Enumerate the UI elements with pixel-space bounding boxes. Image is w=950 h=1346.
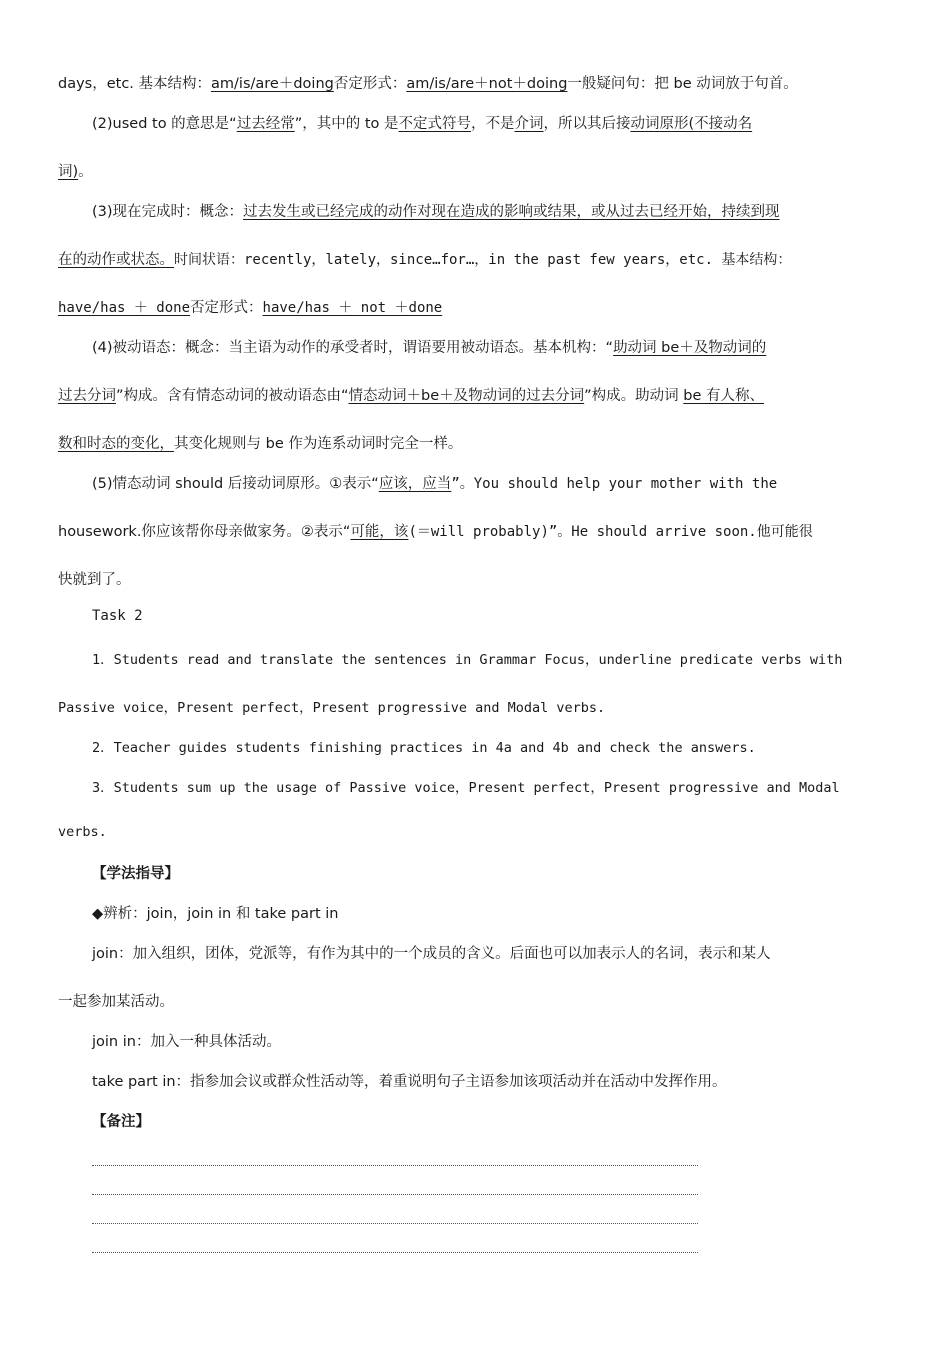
- p5-line-3: [58, 568, 131, 589]
- text: (5)情态动词 should 后接动词原形。①表示“: [92, 476, 379, 492]
- text: 否定形式：: [190, 300, 263, 316]
- task2-item-1: 1．Students read and translate the sentences in Grammar Focus，underline predicate verbs with: [92, 652, 843, 668]
- p3-line-1: [92, 200, 780, 221]
- answer-underlined: 动词原形(不接动名: [630, 116, 753, 132]
- answer-underlined: 可能，该: [350, 524, 409, 540]
- p5-line-2: [58, 520, 813, 541]
- answer-underlined: 数和时态的变化，: [58, 436, 174, 452]
- p2-line-2: [58, 160, 93, 181]
- text: 时间状语：recently，lately，since…for…，in the past few years，etc. 基本结构：: [174, 252, 792, 268]
- task2-item-1-cont: Passive voice，Present perfect，Present progressive and Modal verbs.: [58, 700, 606, 716]
- answer-underlined: be 有人称、: [683, 388, 765, 404]
- text: 否定形式：: [333, 76, 407, 92]
- text: ，所以其后接: [543, 116, 631, 132]
- guide-take-part-in: take part in：指参加会议或群众性活动等，着重说明句子主语参加该项活动并在活动中发挥作用。: [92, 1074, 727, 1090]
- guide-join: join：加入组织，团体，党派等，有作为其中的一个成员的含义。后面也可以加表示人的名词，表示和某人: [92, 946, 771, 962]
- text: ”。You should help your mother with the: [451, 476, 778, 492]
- answer-underlined: 过去发生或已经完成的动作对现在造成的影响或结果，或从过去已经开始，持续到现: [243, 204, 780, 220]
- answer-underlined: 过去经常: [236, 116, 295, 132]
- task2-item-2: 2．Teacher guides students finishing practices in 4a and 4b and check the answers.: [92, 740, 756, 756]
- p1-line: [58, 72, 798, 93]
- answer-underlined: 助动词 be＋及物动词的: [613, 340, 767, 356]
- notes-writing-line[interactable]: [92, 1223, 698, 1224]
- notes-writing-line[interactable]: [92, 1194, 698, 1195]
- task2-title: Task 2: [92, 608, 143, 624]
- answer-underlined: 介词: [514, 116, 544, 132]
- answer-underlined: am/is/are＋doing: [211, 76, 334, 92]
- answer-underlined: 过去分词: [58, 388, 116, 404]
- notes-writing-line[interactable]: [92, 1252, 698, 1253]
- text: (4)被动语态：概念：当主语为动作的承受者时，谓语要用被动语态。基本机构：“: [92, 340, 614, 356]
- answer-underlined: 在的动作或状态。: [58, 252, 174, 268]
- text: ”构成。助动词: [584, 388, 684, 404]
- text: 一般疑问句：把 be 动词放于句首。: [567, 76, 798, 92]
- answer-underlined: 词): [58, 164, 79, 180]
- answer-underlined: have/has ＋ done: [58, 300, 191, 316]
- task2-item-3-cont: verbs.: [58, 824, 107, 840]
- text: housework.你应该帮你母亲做家务。②表示“: [58, 524, 351, 540]
- notes-writing-line[interactable]: [92, 1165, 698, 1166]
- text: ”构成。含有情态动词的被动语态由“: [116, 388, 349, 404]
- p5-line-1: [92, 472, 777, 493]
- p3-line-3: [58, 296, 442, 317]
- p4-line-1: [92, 336, 766, 357]
- answer-underlined: am/is/are＋not＋doing: [406, 76, 568, 92]
- answer-underlined: have/has ＋ not ＋done: [262, 300, 443, 316]
- p4-line-3: [58, 432, 462, 453]
- text: ”，其中的 to 是: [294, 116, 399, 132]
- task2-item-3: 3．Students sum up the usage of Passive voice，Present perfect，Present progressive and Modal: [92, 780, 840, 796]
- answer-underlined: 不定式符号: [398, 116, 471, 132]
- text: ，不是: [471, 116, 515, 132]
- text: (3)现在完成时：概念：: [92, 204, 244, 220]
- p4-line-2: [58, 384, 764, 405]
- answer-underlined: 情态动词＋be＋及物动词的过去分词: [348, 388, 585, 404]
- notes-heading: 【备注】: [92, 1114, 150, 1130]
- text: (2)used to 的意思是“: [92, 116, 237, 132]
- guide-bullet: ◆辨析：join，join in 和 take part in: [92, 906, 339, 922]
- guide-join-in: join in：加入一种具体活动。: [92, 1034, 281, 1050]
- text: 。: [78, 164, 93, 180]
- guide-join-cont: 一起参加某活动。: [58, 994, 174, 1010]
- p3-line-2: [58, 248, 791, 269]
- answer-underlined: 应该，应当: [378, 476, 452, 492]
- text: 其变化规则与 be 作为连系动词时完全一样。: [174, 436, 463, 452]
- guide-heading: 【学法指导】: [92, 866, 179, 882]
- p2-line-1: [92, 112, 752, 133]
- text: days，etc. 基本结构：: [58, 76, 212, 92]
- text: 快就到了。: [58, 572, 131, 588]
- text: (＝will probably)”。He should arrive soon.他可能很: [408, 524, 813, 540]
